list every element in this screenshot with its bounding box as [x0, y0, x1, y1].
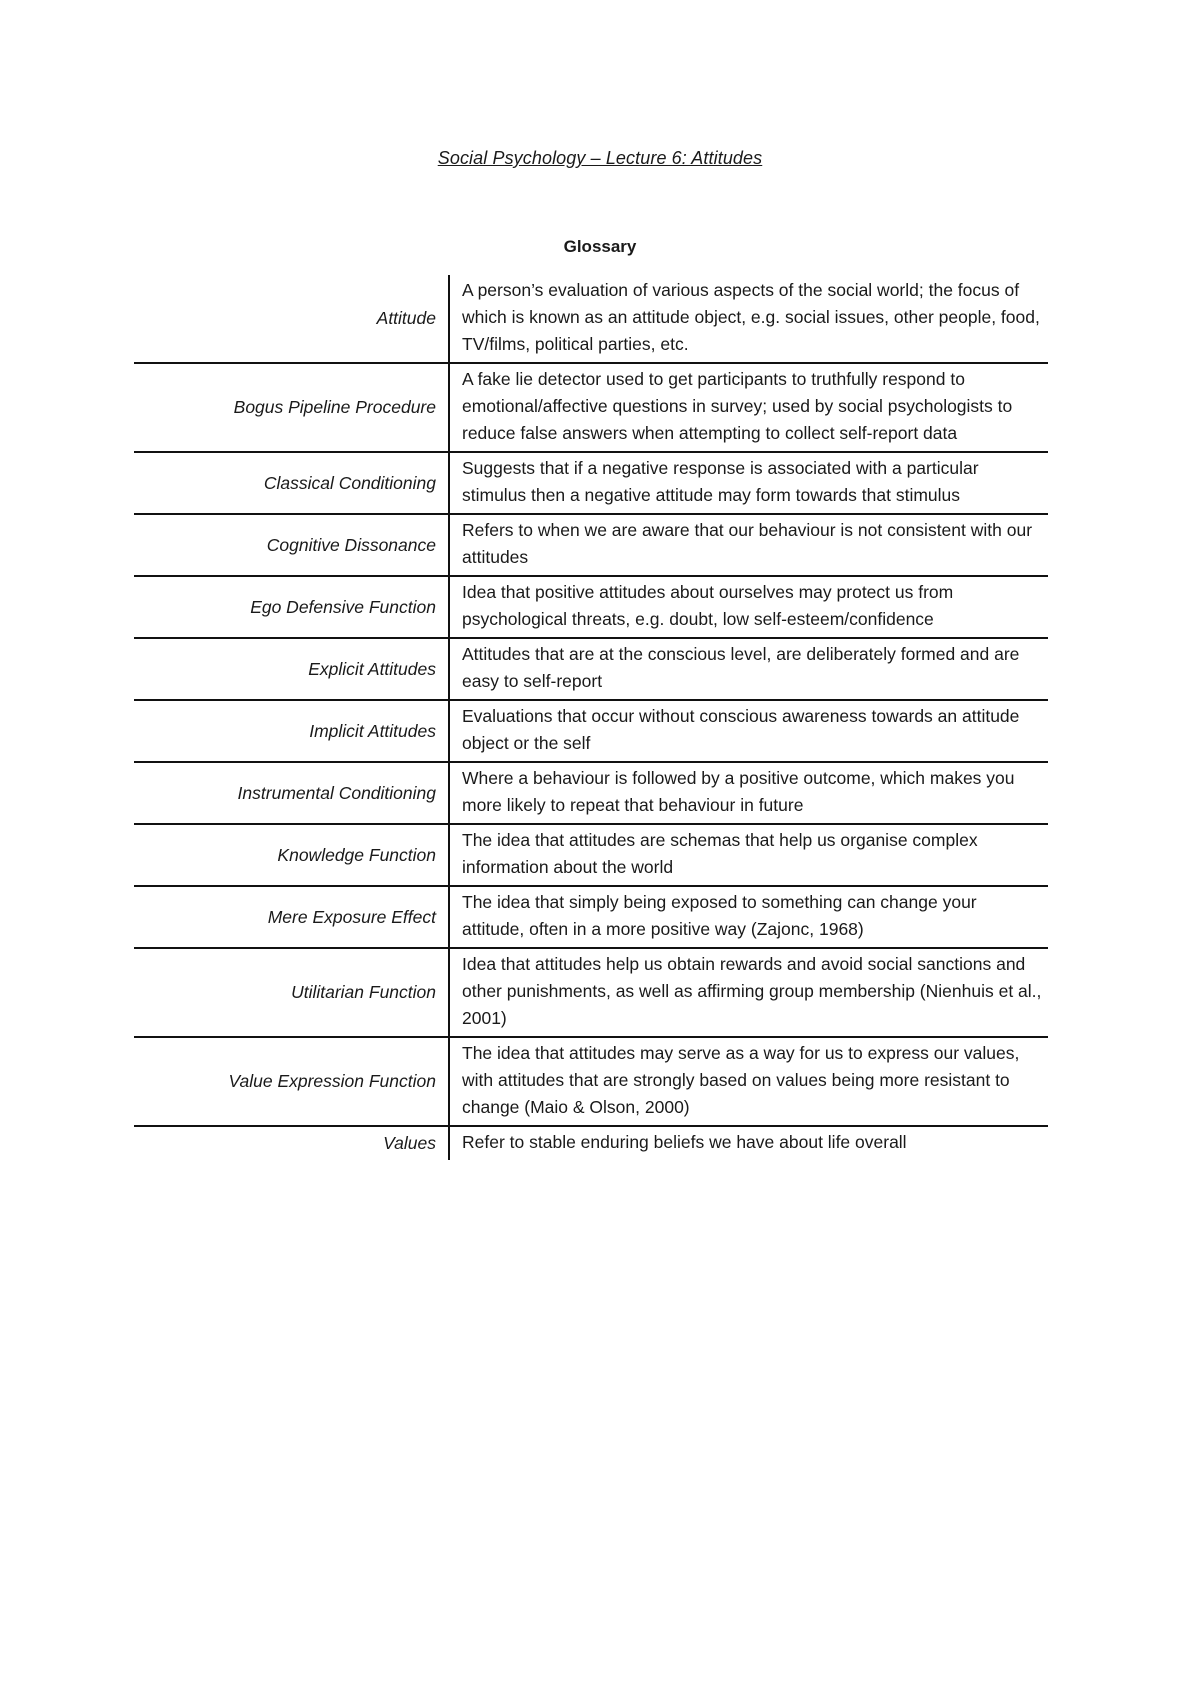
- glossary-term: Implicit Attitudes: [134, 700, 449, 762]
- glossary-definition: Suggests that if a negative response is associated with a particular stimulus then a negative attitude may form towards that stimulus: [449, 452, 1048, 514]
- table-row: [134, 1126, 1048, 1160]
- glossary-definition: Idea that positive attitudes about ourselves may protect us from psychological threats, e.g. doubt, low self-esteem/confidence: [449, 576, 1048, 638]
- glossary-term: Values: [134, 1126, 449, 1160]
- table-row: [134, 576, 1048, 638]
- table-row: [134, 948, 1048, 1037]
- glossary-definition: The idea that attitudes are schemas that help us organise complex information about the world: [449, 824, 1048, 886]
- table-row: [134, 762, 1048, 824]
- table-row: [134, 886, 1048, 948]
- table-row: [134, 452, 1048, 514]
- glossary-definition: Refers to when we are aware that our behaviour is not consistent with our attitudes: [449, 514, 1048, 576]
- glossary-term: Attitude: [134, 275, 449, 363]
- glossary-table: [134, 275, 1048, 1160]
- glossary-definition: The idea that simply being exposed to something can change your attitude, often in a more positive way (Zajonc, 1968): [449, 886, 1048, 948]
- table-row: [134, 824, 1048, 886]
- glossary-definition: Evaluations that occur without conscious awareness towards an attitude object or the self: [449, 700, 1048, 762]
- glossary-term: Value Expression Function: [134, 1037, 449, 1126]
- glossary-term: Utilitarian Function: [134, 948, 449, 1037]
- glossary-definition: Idea that attitudes help us obtain rewards and avoid social sanctions and other punishments, as well as affirming group membership (Nienhuis et al., 2001): [449, 948, 1048, 1037]
- table-row: [134, 363, 1048, 452]
- table-row: [134, 1037, 1048, 1126]
- glossary-definition: Refer to stable enduring beliefs we have about life overall: [462, 1132, 907, 1152]
- glossary-term: Ego Defensive Function: [134, 576, 449, 638]
- glossary-term: Explicit Attitudes: [134, 638, 449, 700]
- table-row: [134, 514, 1048, 576]
- glossary-term: Mere Exposure Effect: [134, 886, 449, 948]
- glossary-term: Cognitive Dissonance: [134, 514, 449, 576]
- page-title: Social Psychology – Lecture 6: Attitudes: [437, 148, 763, 168]
- glossary-definition: A person’s evaluation of various aspects of the social world; the focus of which is known as an attitude object, e.g. social issues, other people, food, TV/films, political parties, etc.: [449, 275, 1048, 363]
- table-row: [134, 638, 1048, 700]
- glossary-term: Classical Conditioning: [134, 452, 449, 514]
- glossary-term: Knowledge Function: [134, 824, 449, 886]
- glossary-definition: Where a behaviour is followed by a positive outcome, which makes you more likely to repeat that behaviour in future: [449, 762, 1048, 824]
- table-row: [134, 700, 1048, 762]
- glossary-term: Instrumental Conditioning: [134, 762, 449, 824]
- glossary-definition: A fake lie detector used to get participants to truthfully respond to emotional/affective questions in survey; used by social psychologists to reduce false answers when attempting to collect self-report data: [449, 363, 1048, 452]
- glossary-heading: Glossary: [563, 237, 637, 256]
- glossary-definition: Attitudes that are at the conscious level, are deliberately formed and are easy to self-report: [449, 638, 1048, 700]
- table-row: [134, 275, 1048, 363]
- glossary-definition: The idea that attitudes may serve as a way for us to express our values, with attitudes that are strongly based on values being more resistant to change (Maio & Olson, 2000): [449, 1037, 1048, 1126]
- glossary-term: Bogus Pipeline Procedure: [134, 363, 449, 452]
